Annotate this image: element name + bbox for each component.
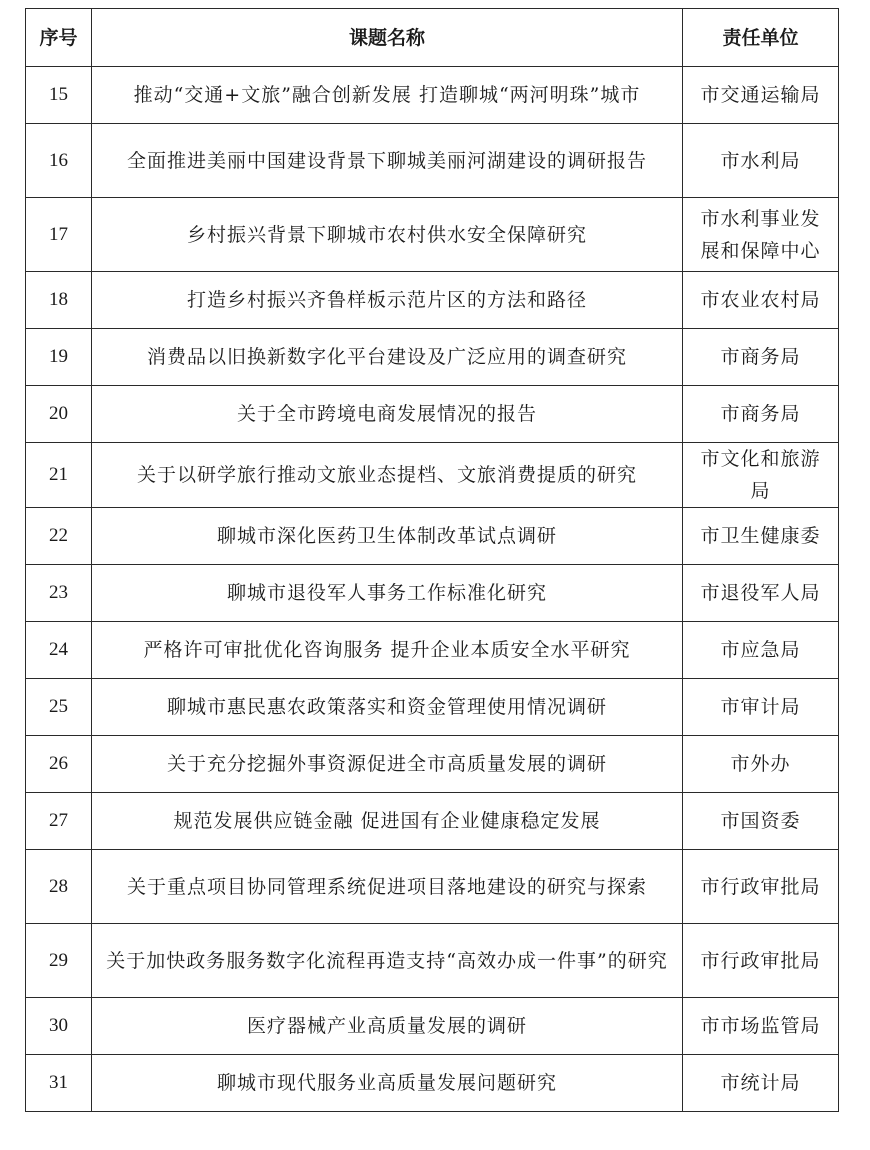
row-number: 25 [26,679,92,736]
row-number: 28 [26,850,92,924]
row-number: 20 [26,386,92,443]
row-number: 23 [26,565,92,622]
row-number: 17 [26,198,92,272]
header-number: 序号 [26,9,92,67]
row-number: 31 [26,1055,92,1112]
row-responsible-unit: 市农业农村局 [683,272,839,329]
row-topic-title: 推动“交通+文旅”融合创新发展 打造聊城“两河明珠”城市 [92,67,683,124]
row-number: 18 [26,272,92,329]
header-topic-title: 课题名称 [92,9,683,67]
row-number: 15 [26,67,92,124]
row-topic-title: 关于以研学旅行推动文旅业态提档、文旅消费提质的研究 [92,443,683,508]
row-topic-title: 全面推进美丽中国建设背景下聊城美丽河湖建设的调研报告 [92,124,683,198]
row-responsible-unit: 市水利事业发展和保障中心 [683,198,839,272]
row-topic-title: 乡村振兴背景下聊城市农村供水安全保障研究 [92,198,683,272]
table-row [26,124,839,198]
row-number: 19 [26,329,92,386]
row-number: 27 [26,793,92,850]
row-topic-title: 打造乡村振兴齐鲁样板示范片区的方法和路径 [92,272,683,329]
row-topic-title: 严格许可审批优化咨询服务 提升企业本质安全水平研究 [92,622,683,679]
row-responsible-unit: 市审计局 [683,679,839,736]
row-number: 21 [26,443,92,508]
row-number: 22 [26,508,92,565]
row-responsible-unit: 市国资委 [683,793,839,850]
row-responsible-unit: 市退役军人局 [683,565,839,622]
row-responsible-unit: 市应急局 [683,622,839,679]
table-row [26,736,839,793]
row-topic-title: 关于全市跨境电商发展情况的报告 [92,386,683,443]
row-responsible-unit: 市市场监管局 [683,998,839,1055]
table-row [26,272,839,329]
table-row [26,998,839,1055]
row-responsible-unit: 市行政审批局 [683,850,839,924]
row-number: 16 [26,124,92,198]
table-row [26,386,839,443]
table-row [26,565,839,622]
research-topics-table [25,8,839,1112]
row-topic-title: 消费品以旧换新数字化平台建设及广泛应用的调查研究 [92,329,683,386]
row-responsible-unit: 市水利局 [683,124,839,198]
row-responsible-unit: 市交通运输局 [683,67,839,124]
header-row [26,9,839,67]
row-responsible-unit: 市商务局 [683,329,839,386]
table-row [26,679,839,736]
row-topic-title: 关于重点项目协同管理系统促进项目落地建设的研究与探索 [92,850,683,924]
row-topic-title: 规范发展供应链金融 促进国有企业健康稳定发展 [92,793,683,850]
row-number: 29 [26,924,92,998]
row-number: 24 [26,622,92,679]
row-topic-title: 聊城市惠民惠农政策落实和资金管理使用情况调研 [92,679,683,736]
table-row [26,622,839,679]
row-responsible-unit: 市统计局 [683,1055,839,1112]
table-row [26,329,839,386]
row-number: 26 [26,736,92,793]
table-row [26,198,839,272]
row-responsible-unit: 市商务局 [683,386,839,443]
table-row [26,67,839,124]
table-row [26,443,839,508]
table-row [26,508,839,565]
table-row [26,850,839,924]
table-row [26,1055,839,1112]
row-responsible-unit: 市行政审批局 [683,924,839,998]
table-row [26,924,839,998]
row-topic-title: 关于充分挖掘外事资源促进全市高质量发展的调研 [92,736,683,793]
row-topic-title: 聊城市现代服务业高质量发展问题研究 [92,1055,683,1112]
row-topic-title: 医疗器械产业高质量发展的调研 [92,998,683,1055]
row-number: 30 [26,998,92,1055]
header-responsible-unit: 责任单位 [683,9,839,67]
row-topic-title: 聊城市退役军人事务工作标准化研究 [92,565,683,622]
row-responsible-unit: 市外办 [683,736,839,793]
row-topic-title: 聊城市深化医药卫生体制改革试点调研 [92,508,683,565]
row-topic-title: 关于加快政务服务数字化流程再造支持“高效办成一件事”的研究 [92,924,683,998]
table-row [26,793,839,850]
row-responsible-unit: 市卫生健康委 [683,508,839,565]
row-responsible-unit: 市文化和旅游局 [683,443,839,508]
